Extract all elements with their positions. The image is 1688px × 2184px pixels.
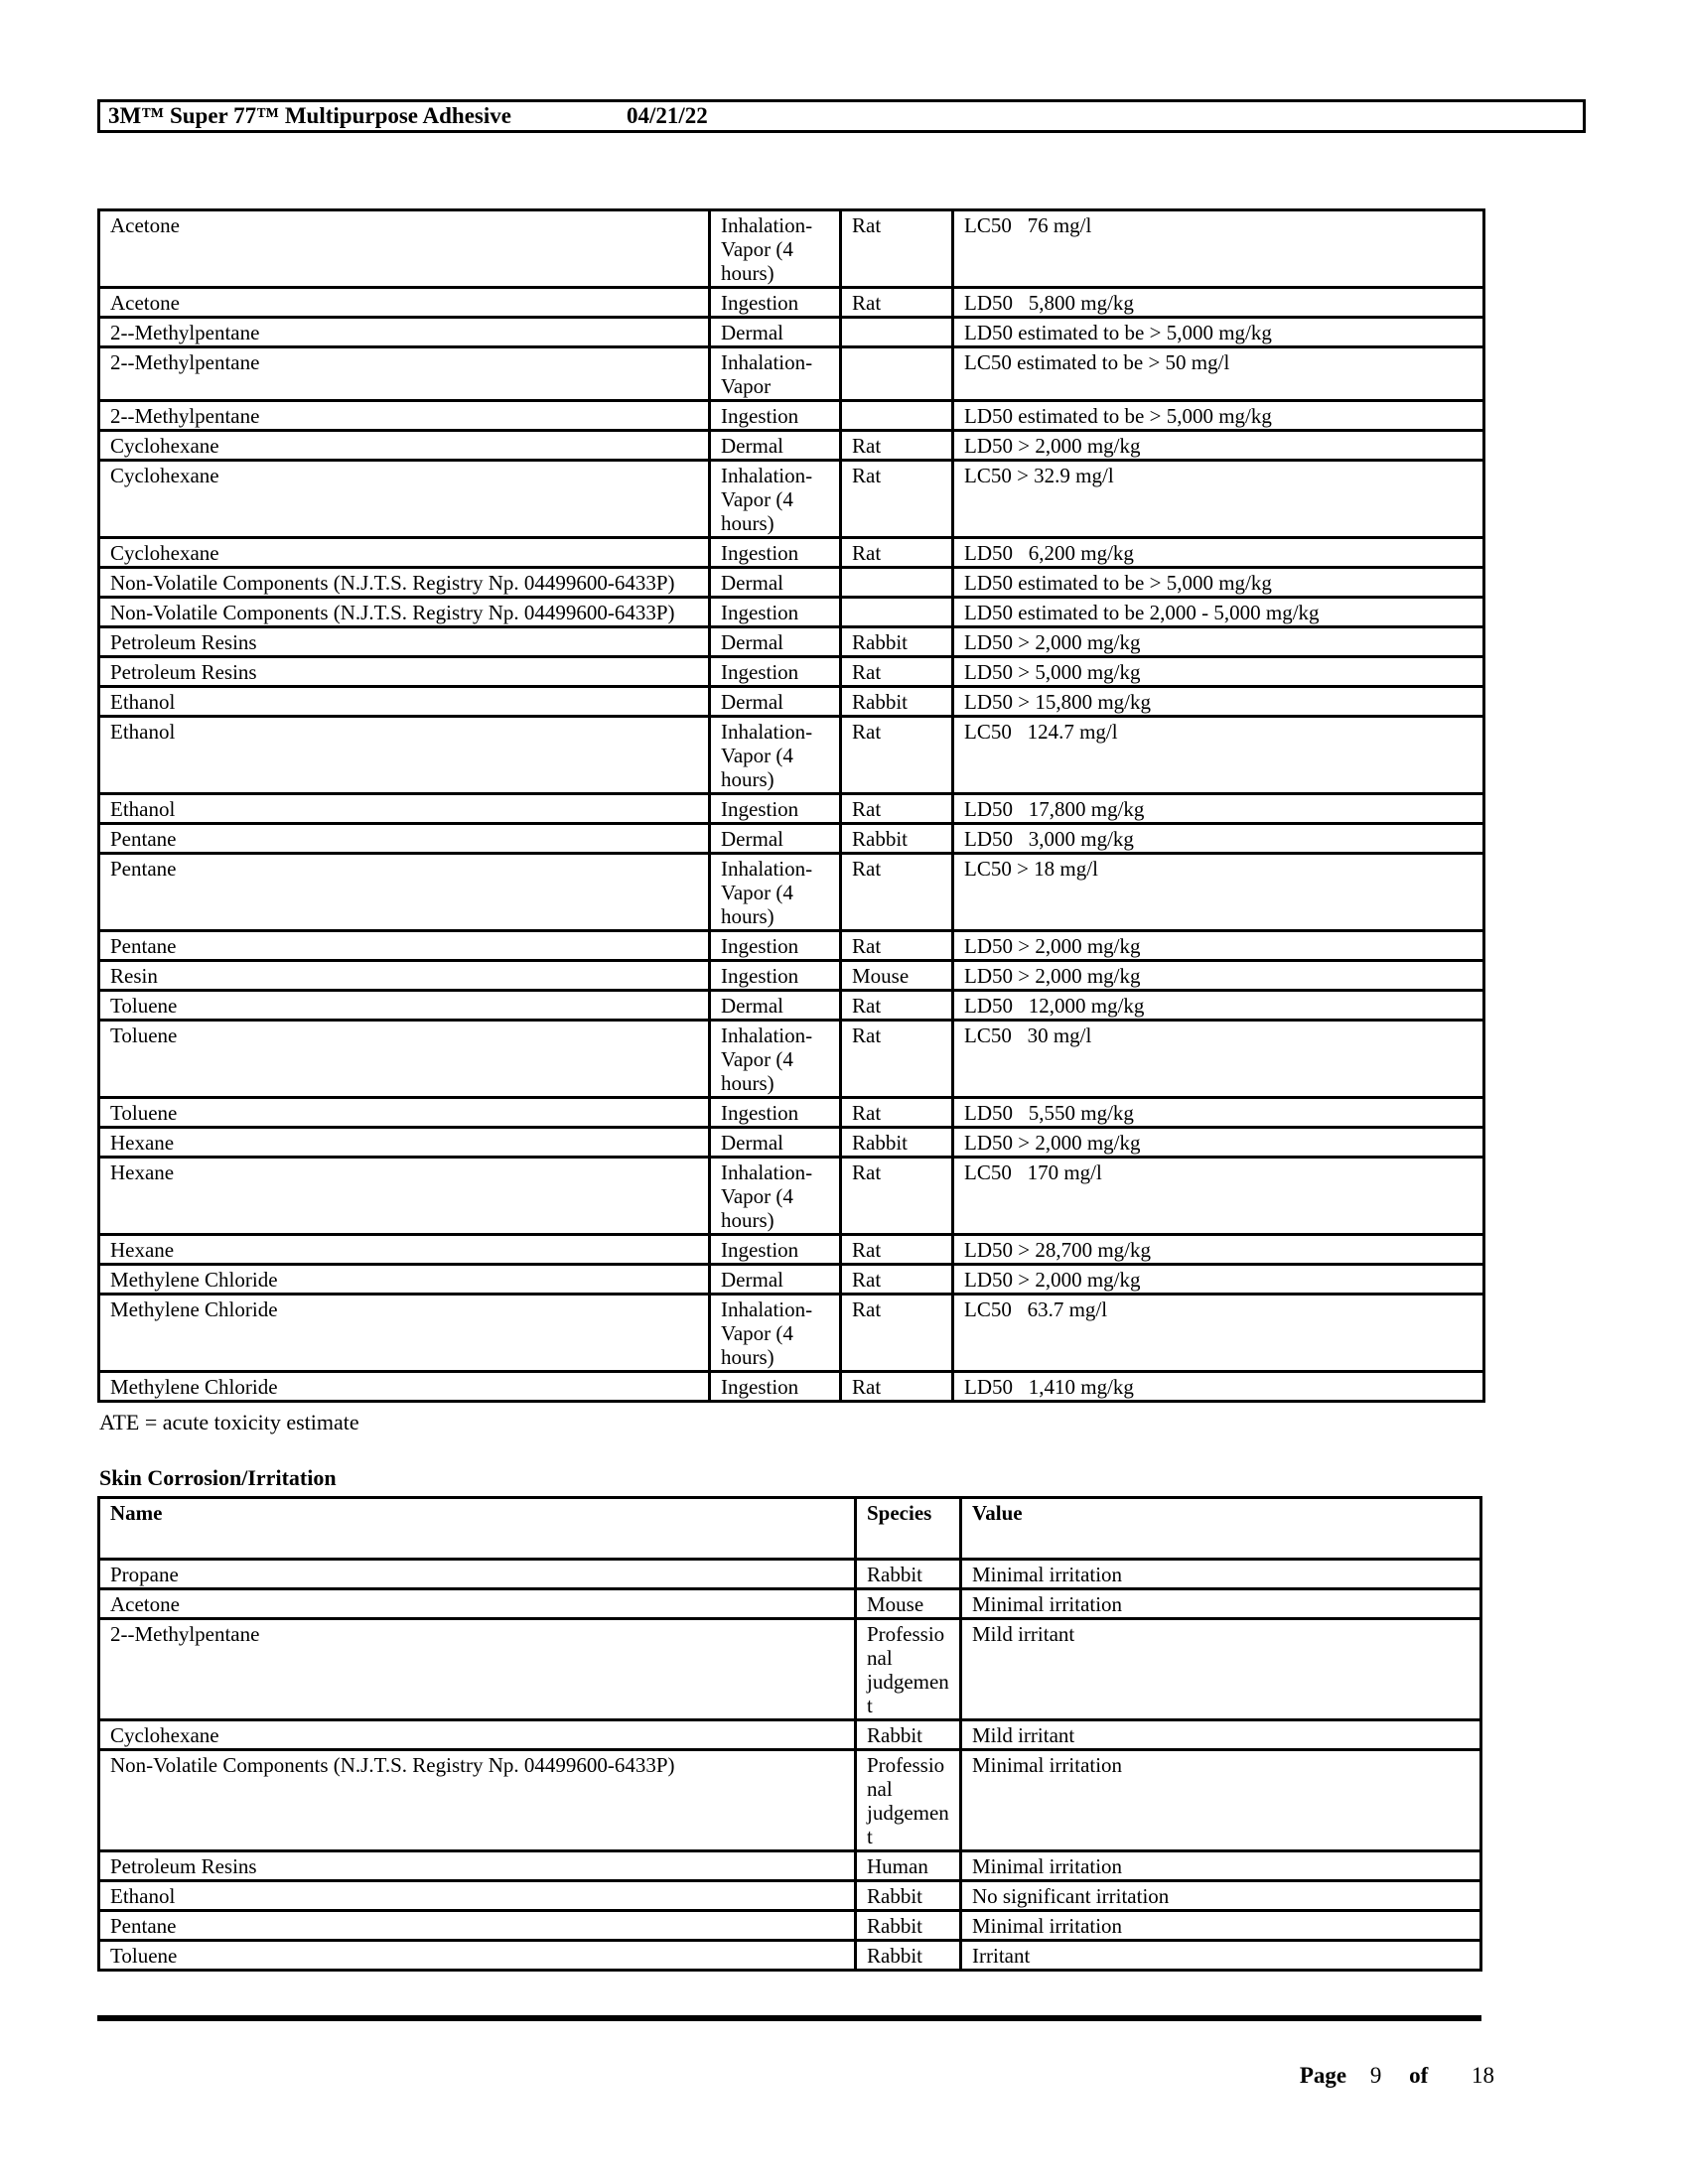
- toxicity-row: [99, 794, 1484, 824]
- substance-name-cell: Hexane: [99, 1235, 710, 1265]
- substance-name-cell: Toluene: [99, 1098, 710, 1128]
- substance-name-cell: Toluene: [99, 991, 710, 1021]
- page-number: 9: [1369, 2063, 1382, 2088]
- toxicity-row: [99, 1128, 1484, 1158]
- acute-toxicity-table: [97, 208, 1485, 1403]
- exposure-route-cell: Ingestion: [710, 961, 841, 991]
- value-cell: LD50 > 5,000 mg/kg: [953, 657, 1484, 687]
- species-cell: Rabbit: [841, 687, 953, 717]
- value-cell: LD50 > 2,000 mg/kg: [953, 627, 1484, 657]
- skin-irritation-table: [97, 1496, 1482, 1972]
- value-cell: LD50 > 28,700 mg/kg: [953, 1235, 1484, 1265]
- value-cell: LC50 76 mg/l: [953, 210, 1484, 288]
- toxicity-row: [99, 854, 1484, 931]
- value-cell: LD50 > 2,000 mg/kg: [953, 961, 1484, 991]
- species-cell: [841, 318, 953, 347]
- species-cell: Rat: [841, 461, 953, 538]
- value-cell: Mild irritant: [961, 1619, 1481, 1720]
- exposure-route-cell: Ingestion: [710, 931, 841, 961]
- exposure-route-cell: Ingestion: [710, 1372, 841, 1402]
- value-cell: LD50 > 2,000 mg/kg: [953, 1265, 1484, 1295]
- substance-name-cell: Toluene: [99, 1941, 856, 1971]
- substance-name-cell: Acetone: [99, 288, 710, 318]
- value-cell: LD50 estimated to be > 5,000 mg/kg: [953, 318, 1484, 347]
- document-header-box: [97, 99, 1586, 133]
- exposure-route-cell: Ingestion: [710, 288, 841, 318]
- substance-name-cell: Non-Volatile Components (N.J.T.S. Registry Np. 04499600-6433P): [99, 568, 710, 598]
- value-cell: LC50 estimated to be > 50 mg/l: [953, 347, 1484, 401]
- species-cell: Rat: [841, 1372, 953, 1402]
- exposure-route-cell: Inhalation-Vapor (4 hours): [710, 1295, 841, 1372]
- value-cell: LD50 estimated to be 2,000 - 5,000 mg/kg: [953, 598, 1484, 627]
- substance-name-cell: Cyclohexane: [99, 461, 710, 538]
- species-cell: Rabbit: [856, 1720, 961, 1750]
- value-cell: LC50 > 18 mg/l: [953, 854, 1484, 931]
- column-header-value: Value: [961, 1498, 1481, 1560]
- species-cell: Rat: [841, 1021, 953, 1098]
- value-cell: LD50 > 2,000 mg/kg: [953, 931, 1484, 961]
- value-cell: LC50 124.7 mg/l: [953, 717, 1484, 794]
- exposure-route-cell: Dermal: [710, 1265, 841, 1295]
- species-cell: Rabbit: [841, 1128, 953, 1158]
- species-cell: Rat: [841, 657, 953, 687]
- skin-row: [99, 1589, 1481, 1619]
- substance-name-cell: Non-Volatile Components (N.J.T.S. Registry Np. 04499600-6433P): [99, 598, 710, 627]
- toxicity-row: [99, 1265, 1484, 1295]
- species-cell: [841, 347, 953, 401]
- species-cell: Professional judgement: [856, 1619, 961, 1720]
- toxicity-row: [99, 568, 1484, 598]
- value-cell: LD50 estimated to be > 5,000 mg/kg: [953, 401, 1484, 431]
- substance-name-cell: Cyclohexane: [99, 538, 710, 568]
- species-cell: Professional judgement: [856, 1750, 961, 1851]
- substance-name-cell: 2--Methylpentane: [99, 401, 710, 431]
- substance-name-cell: Pentane: [99, 824, 710, 854]
- value-cell: LD50 6,200 mg/kg: [953, 538, 1484, 568]
- species-cell: Rabbit: [856, 1911, 961, 1941]
- value-cell: LD50 5,550 mg/kg: [953, 1098, 1484, 1128]
- skin-corrosion-heading: Skin Corrosion/Irritation: [99, 1465, 337, 1490]
- skin-row: [99, 1560, 1481, 1589]
- species-cell: Rabbit: [856, 1941, 961, 1971]
- value-cell: LD50 17,800 mg/kg: [953, 794, 1484, 824]
- substance-name-cell: 2--Methylpentane: [99, 347, 710, 401]
- substance-name-cell: Ethanol: [99, 1881, 856, 1911]
- exposure-route-cell: Dermal: [710, 687, 841, 717]
- skin-row: [99, 1881, 1481, 1911]
- exposure-route-cell: Ingestion: [710, 401, 841, 431]
- toxicity-row: [99, 288, 1484, 318]
- substance-name-cell: Ethanol: [99, 687, 710, 717]
- value-cell: LD50 5,800 mg/kg: [953, 288, 1484, 318]
- footer-divider: [97, 2015, 1481, 2021]
- value-cell: Minimal irritation: [961, 1589, 1481, 1619]
- toxicity-row: [99, 1235, 1484, 1265]
- substance-name-cell: Pentane: [99, 854, 710, 931]
- value-cell: Irritant: [961, 1941, 1481, 1971]
- substance-name-cell: Methylene Chloride: [99, 1372, 710, 1402]
- toxicity-row: [99, 991, 1484, 1021]
- substance-name-cell: Acetone: [99, 210, 710, 288]
- exposure-route-cell: Inhalation-Vapor (4 hours): [710, 717, 841, 794]
- exposure-route-cell: Ingestion: [710, 598, 841, 627]
- exposure-route-cell: Dermal: [710, 568, 841, 598]
- value-cell: Minimal irritation: [961, 1560, 1481, 1589]
- page-content: [97, 208, 1482, 1972]
- value-cell: LD50 > 15,800 mg/kg: [953, 687, 1484, 717]
- exposure-route-cell: Inhalation-Vapor: [710, 347, 841, 401]
- substance-name-cell: Cyclohexane: [99, 431, 710, 461]
- toxicity-row: [99, 431, 1484, 461]
- species-cell: Rabbit: [856, 1881, 961, 1911]
- species-cell: Rat: [841, 1235, 953, 1265]
- exposure-route-cell: Ingestion: [710, 1098, 841, 1128]
- toxicity-row: [99, 627, 1484, 657]
- toxicity-row: [99, 538, 1484, 568]
- exposure-route-cell: Dermal: [710, 1128, 841, 1158]
- ate-note: ATE = acute toxicity estimate: [99, 1410, 359, 1434]
- value-cell: Minimal irritation: [961, 1911, 1481, 1941]
- species-cell: Rat: [841, 854, 953, 931]
- value-cell: Minimal irritation: [961, 1750, 1481, 1851]
- exposure-route-cell: Ingestion: [710, 538, 841, 568]
- toxicity-row: [99, 687, 1484, 717]
- exposure-route-cell: Inhalation-Vapor (4 hours): [710, 1158, 841, 1235]
- value-cell: Mild irritant: [961, 1720, 1481, 1750]
- substance-name-cell: 2--Methylpentane: [99, 1619, 856, 1720]
- species-cell: Rat: [841, 991, 953, 1021]
- exposure-route-cell: Dermal: [710, 318, 841, 347]
- substance-name-cell: Toluene: [99, 1021, 710, 1098]
- substance-name-cell: Hexane: [99, 1158, 710, 1235]
- species-cell: Rat: [841, 931, 953, 961]
- exposure-route-cell: Inhalation-Vapor (4 hours): [710, 461, 841, 538]
- of-label: of: [1409, 2063, 1429, 2088]
- substance-name-cell: Petroleum Resins: [99, 1851, 856, 1881]
- value-cell: LD50 3,000 mg/kg: [953, 824, 1484, 854]
- column-header-name: Name: [99, 1498, 856, 1560]
- header-product-title: 3M™ Super 77™ Multipurpose Adhesive: [108, 103, 511, 128]
- toxicity-row: [99, 657, 1484, 687]
- substance-name-cell: Pentane: [99, 1911, 856, 1941]
- toxicity-row: [99, 1295, 1484, 1372]
- skin-row: [99, 1851, 1481, 1881]
- value-cell: LD50 1,410 mg/kg: [953, 1372, 1484, 1402]
- exposure-route-cell: Ingestion: [710, 794, 841, 824]
- toxicity-row: [99, 1158, 1484, 1235]
- value-cell: No significant irritation: [961, 1881, 1481, 1911]
- value-cell: LD50 > 2,000 mg/kg: [953, 431, 1484, 461]
- skin-row: [99, 1720, 1481, 1750]
- species-cell: Rat: [841, 210, 953, 288]
- toxicity-row: [99, 1098, 1484, 1128]
- exposure-route-cell: Dermal: [710, 991, 841, 1021]
- species-cell: Rat: [841, 538, 953, 568]
- substance-name-cell: Petroleum Resins: [99, 657, 710, 687]
- substance-name-cell: Methylene Chloride: [99, 1265, 710, 1295]
- toxicity-row: [99, 347, 1484, 401]
- species-cell: Rabbit: [841, 627, 953, 657]
- substance-name-cell: Hexane: [99, 1128, 710, 1158]
- exposure-route-cell: Dermal: [710, 431, 841, 461]
- species-cell: Mouse: [856, 1589, 961, 1619]
- substance-name-cell: Acetone: [99, 1589, 856, 1619]
- toxicity-row: [99, 1021, 1484, 1098]
- header-date: 04/21/22: [627, 103, 708, 128]
- species-cell: Rat: [841, 794, 953, 824]
- toxicity-row: [99, 401, 1484, 431]
- substance-name-cell: Methylene Chloride: [99, 1295, 710, 1372]
- species-cell: [841, 401, 953, 431]
- species-cell: Rat: [841, 288, 953, 318]
- substance-name-cell: 2--Methylpentane: [99, 318, 710, 347]
- species-cell: Rat: [841, 1098, 953, 1128]
- exposure-route-cell: Dermal: [710, 824, 841, 854]
- column-header-species: Species: [856, 1498, 961, 1560]
- species-cell: Rabbit: [841, 824, 953, 854]
- toxicity-row: [99, 210, 1484, 288]
- substance-name-cell: Pentane: [99, 931, 710, 961]
- substance-name-cell: Resin: [99, 961, 710, 991]
- substance-name-cell: Non-Volatile Components (N.J.T.S. Registry Np. 04499600-6433P): [99, 1750, 856, 1851]
- substance-name-cell: Cyclohexane: [99, 1720, 856, 1750]
- exposure-route-cell: Ingestion: [710, 1235, 841, 1265]
- value-cell: LD50 12,000 mg/kg: [953, 991, 1484, 1021]
- toxicity-row: [99, 961, 1484, 991]
- exposure-route-cell: Inhalation-Vapor (4 hours): [710, 854, 841, 931]
- species-cell: Rat: [841, 431, 953, 461]
- toxicity-row: [99, 461, 1484, 538]
- substance-name-cell: Petroleum Resins: [99, 627, 710, 657]
- toxicity-row: [99, 318, 1484, 347]
- species-cell: Rabbit: [856, 1560, 961, 1589]
- value-cell: LC50 > 32.9 mg/l: [953, 461, 1484, 538]
- toxicity-row: [99, 717, 1484, 794]
- value-cell: Minimal irritation: [961, 1851, 1481, 1881]
- species-cell: [841, 598, 953, 627]
- total-pages: 18: [1472, 2063, 1494, 2088]
- toxicity-row: [99, 931, 1484, 961]
- toxicity-row: [99, 824, 1484, 854]
- species-cell: Rat: [841, 1265, 953, 1295]
- skin-row: [99, 1619, 1481, 1720]
- species-cell: Rat: [841, 1295, 953, 1372]
- substance-name-cell: Ethanol: [99, 794, 710, 824]
- substance-name-cell: Propane: [99, 1560, 856, 1589]
- skin-row: [99, 1941, 1481, 1971]
- substance-name-cell: Ethanol: [99, 717, 710, 794]
- value-cell: LD50 > 2,000 mg/kg: [953, 1128, 1484, 1158]
- species-cell: Rat: [841, 1158, 953, 1235]
- page-label: Page: [1299, 2063, 1347, 2088]
- value-cell: LC50 170 mg/l: [953, 1158, 1484, 1235]
- toxicity-row: [99, 1372, 1484, 1402]
- value-cell: LD50 estimated to be > 5,000 mg/kg: [953, 568, 1484, 598]
- skin-row: [99, 1750, 1481, 1851]
- species-cell: Rat: [841, 717, 953, 794]
- page-footer: [97, 2063, 1494, 2089]
- value-cell: LC50 63.7 mg/l: [953, 1295, 1484, 1372]
- toxicity-row: [99, 598, 1484, 627]
- exposure-route-cell: Inhalation-Vapor (4 hours): [710, 1021, 841, 1098]
- skin-table-header-row: [99, 1498, 1481, 1560]
- species-cell: Human: [856, 1851, 961, 1881]
- exposure-route-cell: Inhalation-Vapor (4 hours): [710, 210, 841, 288]
- exposure-route-cell: Ingestion: [710, 657, 841, 687]
- value-cell: LC50 30 mg/l: [953, 1021, 1484, 1098]
- skin-row: [99, 1911, 1481, 1941]
- species-cell: [841, 568, 953, 598]
- exposure-route-cell: Dermal: [710, 627, 841, 657]
- species-cell: Mouse: [841, 961, 953, 991]
